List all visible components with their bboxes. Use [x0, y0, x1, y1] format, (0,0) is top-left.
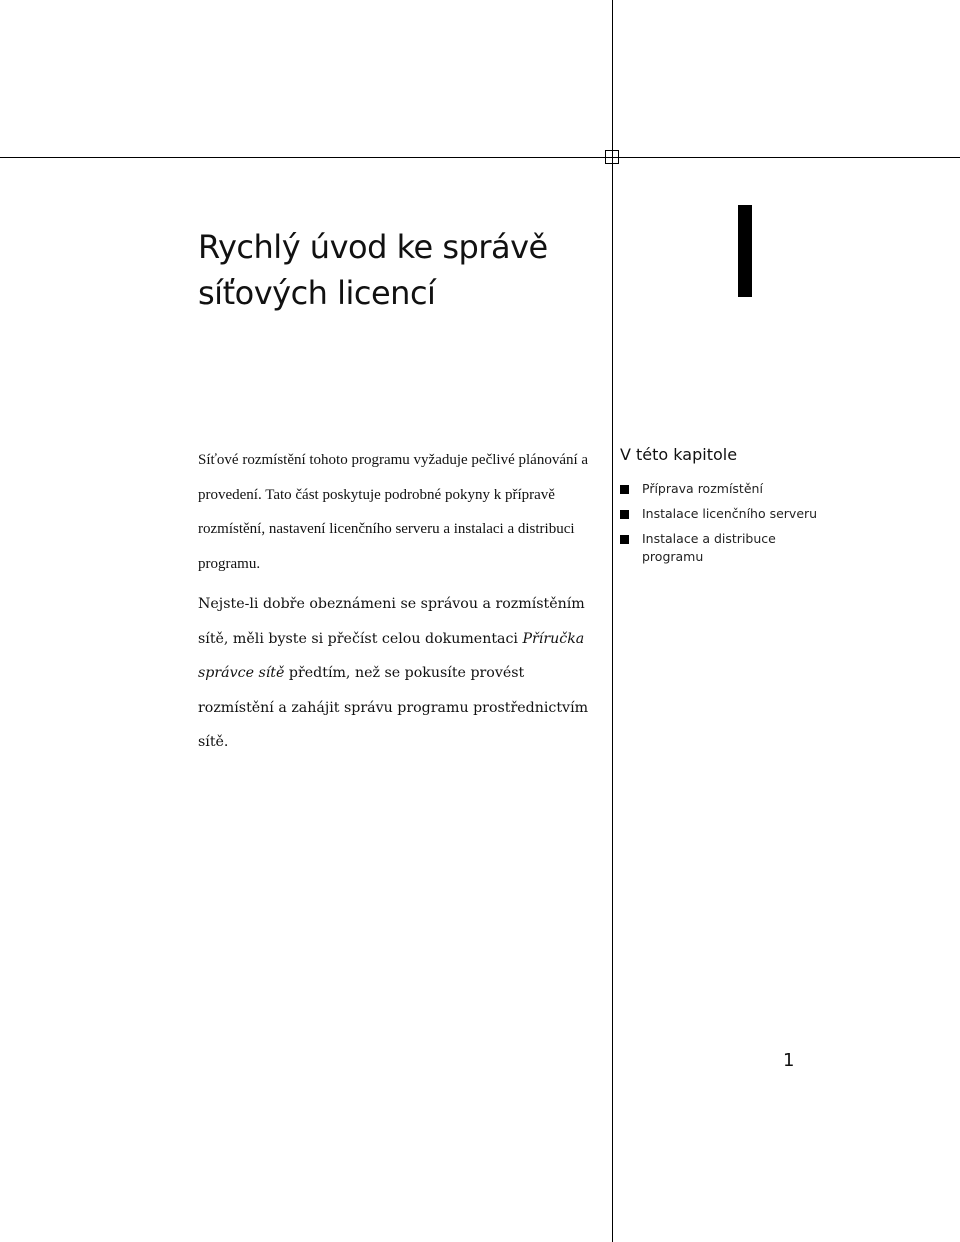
sidebar-item-label: Instalace licenčního serveru: [642, 506, 818, 521]
page-number: 1: [783, 1050, 795, 1071]
crop-mark-icon: [605, 150, 619, 164]
chapter-title-line-1: Rychlý úvod ke správě: [198, 228, 548, 266]
vertical-rule: [612, 0, 613, 1242]
square-bullet-icon: [620, 535, 629, 544]
chapter-title-line-2: síťových licencí: [198, 274, 436, 312]
square-bullet-icon: [620, 510, 629, 519]
sidebar-item-label: Instalace a distribuce programu: [642, 531, 776, 564]
horizontal-rule: [0, 157, 960, 158]
body-paragraph: [198, 587, 598, 760]
sidebar-title: V této kapitole: [620, 445, 738, 464]
body-text-before: Nejste-li dobře obeznámeni se správou a rozmístěním sítě, měli byste si přečíst celou dokumentaci: [198, 596, 585, 647]
sidebar-item-license-server: [620, 505, 820, 523]
sidebar-item-install-distribute: [620, 530, 820, 566]
square-bullet-icon: [620, 485, 629, 494]
body-text-after: předtím, než se pokusíte provést rozmístění a zahájit správu programu prostřednictvím sítě.: [198, 665, 589, 750]
chapter-number: [738, 205, 752, 297]
sidebar-item-preparation: [620, 480, 820, 498]
sidebar-list: [620, 480, 820, 573]
chapter-number-text: [738, 205, 739, 206]
intro-paragraph: Síťové rozmístění tohoto programu vyžaduje pečlivé plánování a provedení. Tato část poskytuje podrobné pokyny k přípravě rozmístění, nastavení licenčního serveru a instalaci a distribuci programu.: [198, 452, 589, 572]
body-emphasis: Příručka správce sítě: [198, 630, 585, 681]
sidebar-item-label: Příprava rozmístění: [642, 481, 763, 496]
chapter-title: [198, 224, 548, 316]
